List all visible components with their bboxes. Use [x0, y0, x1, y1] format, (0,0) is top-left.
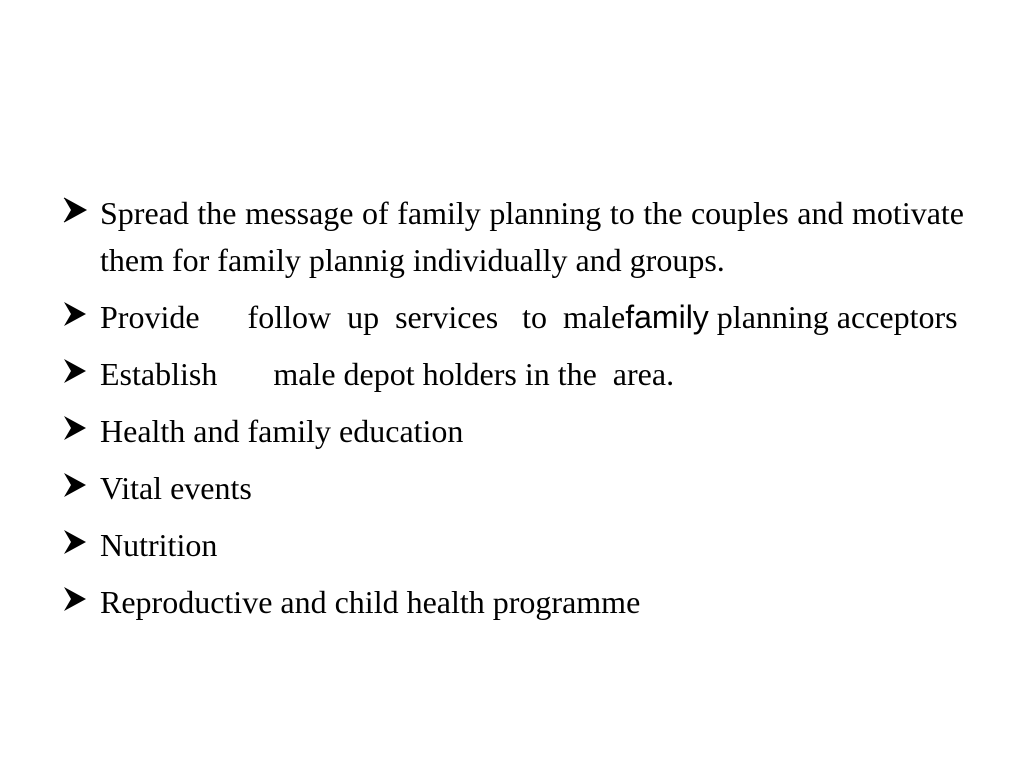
arrowhead-bullet-icon	[62, 357, 88, 385]
arrowhead-bullet-icon	[62, 471, 88, 499]
bullet-item-depot-holders	[62, 351, 964, 398]
arrowhead-bullet-icon	[62, 585, 88, 613]
bullet-text: Establish male depot holders in the area.	[100, 356, 675, 392]
bullet-item-nutrition	[62, 522, 964, 569]
bullet-text: Spread the message of family planning to the couples and motivate them for family plannig individually and groups.	[100, 195, 964, 278]
bullet-item-vital-events	[62, 465, 964, 512]
bullet-text: Vital events	[100, 470, 252, 506]
arrowhead-bullet-icon	[62, 300, 88, 328]
arrowhead-bullet-icon	[62, 528, 88, 556]
bullet-item-health-education	[62, 408, 964, 455]
bullet-text: Health and family education	[100, 413, 464, 449]
arrowhead-bullet-icon	[62, 414, 88, 442]
bullet-item-follow-up	[62, 294, 964, 341]
bullet-item-spread-message	[62, 190, 964, 284]
bullet-text: Nutrition	[100, 527, 218, 563]
bullet-list	[62, 190, 964, 636]
bullet-text-continued: planning acceptors	[708, 299, 958, 335]
bullet-text-sans: family	[625, 299, 709, 335]
bullet-text: Provide follow up services to male	[100, 299, 626, 335]
bullet-text: Reproductive and child health programme	[100, 584, 641, 620]
bullet-item-reproductive-health	[62, 579, 964, 626]
arrowhead-bullet-icon	[62, 196, 88, 224]
